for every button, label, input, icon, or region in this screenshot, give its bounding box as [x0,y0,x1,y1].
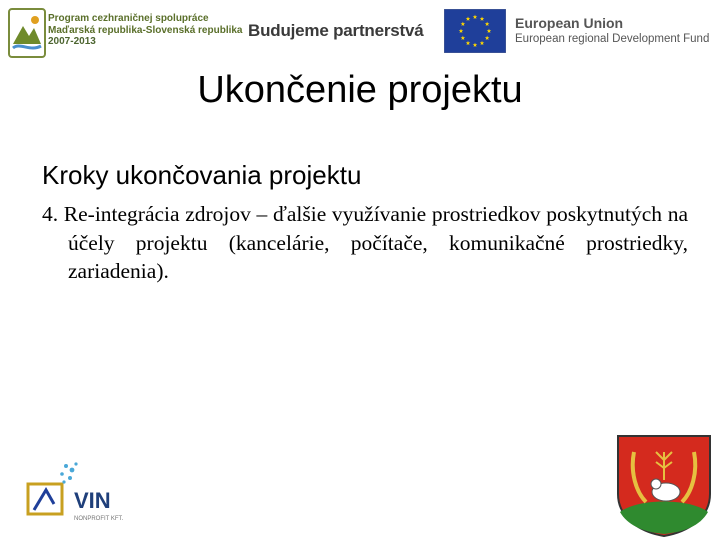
eu-text [515,15,709,46]
program-logo-icon [8,8,46,58]
coat-of-arms-icon [614,432,714,538]
program-line-1: Program cezhraničnej spolupráce [48,13,209,24]
vin-logo-text: VIN [74,488,111,513]
program-line-2: Maďarská republika-Slovenská republika [48,24,243,36]
vin-logo-sub: NONPROFIT KFT. [74,516,124,522]
partnership-slogan: Budujeme partnerstvá [248,21,424,40]
vin-logo-icon [26,460,146,530]
body-paragraph: 4. Re-integrácia zdrojov – ďalšie využívanie prostriedkov poskytnutých na účely projektu (kancelárie, počítače, komunikačné prostriedky, zariadenia). [42,202,688,283]
eu-subtitle: European regional Development Fund [515,33,710,45]
eu-title: European Union [515,15,624,31]
program-line-3: 2007-2013 [48,36,96,47]
program-text [48,13,243,48]
header-logos [0,0,720,64]
slide-subtitle: Kroky ukončovania projektu [42,160,362,190]
slide-body [42,200,688,286]
eu-flag-icon [444,9,506,53]
slide-title: Ukončenie projektu [197,69,523,111]
